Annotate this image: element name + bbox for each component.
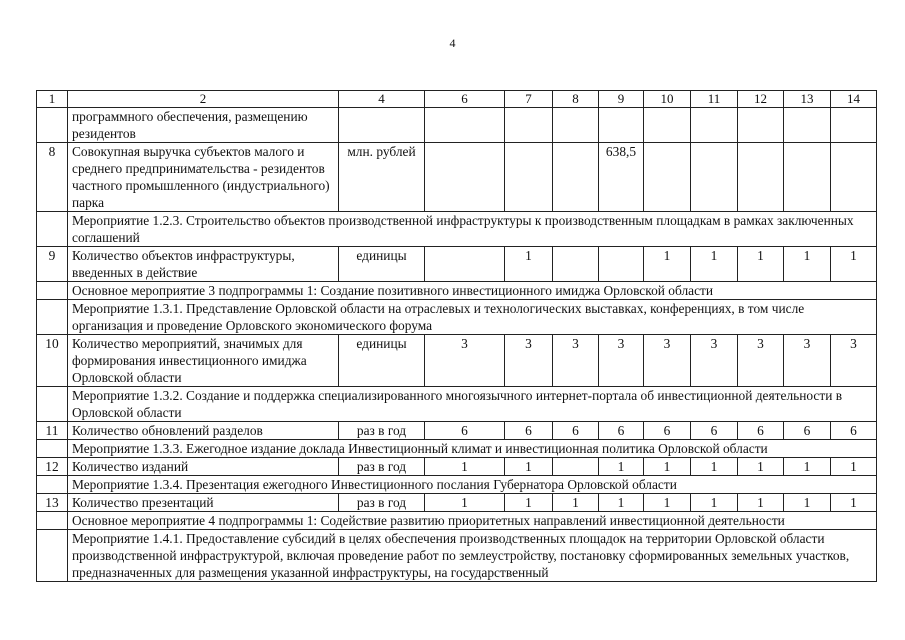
table-row — [37, 335, 877, 387]
value-cell: 3 — [784, 335, 831, 387]
table-row — [37, 494, 877, 512]
section-row — [37, 282, 877, 300]
activity-title: Мероприятие 1.3.4. Презентация ежегодного Инвестиционного послания Губернатора Орловской области — [68, 476, 877, 494]
value-cell: 3 — [738, 335, 784, 387]
section-row — [37, 512, 877, 530]
unit: единицы — [339, 247, 425, 282]
value-cell: 1 — [505, 247, 553, 282]
table-row — [37, 247, 877, 282]
row-number: 12 — [37, 458, 68, 476]
col-header: 7 — [505, 91, 553, 108]
col-header: 14 — [831, 91, 877, 108]
value-cell: 1 — [831, 458, 877, 476]
value-cell: 3 — [553, 335, 599, 387]
activity-title: Мероприятие 1.3.1. Представление Орловской области на отраслевых и технологических выставках, конференциях, в том числе организация и проведение Орловского экономического форума — [68, 300, 877, 335]
value-cell: 1 — [644, 458, 691, 476]
value-cell: 6 — [425, 422, 505, 440]
value-cell: 3 — [425, 335, 505, 387]
col-header: 9 — [599, 91, 644, 108]
value-cell: 1 — [784, 247, 831, 282]
unit: млн. рублей — [339, 143, 425, 212]
unit: раз в год — [339, 458, 425, 476]
row-number: 9 — [37, 247, 68, 282]
unit: раз в год — [339, 494, 425, 512]
table-row — [37, 108, 877, 143]
value-cell: 6 — [599, 422, 644, 440]
page-number: 4 — [449, 36, 456, 50]
value-cell: 6 — [691, 422, 738, 440]
activity-title: Мероприятие 1.3.2. Создание и поддержка специализированного многоязычного интернет-портала об инвестиционной деятельности в Орловской области — [68, 387, 877, 422]
section-row — [37, 530, 877, 582]
col-header: 13 — [784, 91, 831, 108]
indicator-name: Количество мероприятий, значимых для формирования инвестиционного имиджа Орловской области — [68, 335, 339, 387]
main-activity-title: Основное мероприятие 4 подпрограммы 1: Содействие развитию приоритетных направлений инвестиционной деятельности — [68, 512, 877, 530]
value-cell: 6 — [644, 422, 691, 440]
col-header: 12 — [738, 91, 784, 108]
value-cell: 1 — [831, 494, 877, 512]
row-number: 8 — [37, 143, 68, 212]
value-cell: 1 — [599, 458, 644, 476]
value-cell: 1 — [691, 247, 738, 282]
value-cell: 6 — [505, 422, 553, 440]
col-header: 1 — [37, 91, 68, 108]
row-number: 11 — [37, 422, 68, 440]
col-header: 8 — [553, 91, 599, 108]
activity-title: Мероприятие 1.2.3. Строительство объектов производственной инфраструктуры к производственным площадкам в рамках заключенных соглашений — [68, 212, 877, 247]
value-cell: 1 — [425, 494, 505, 512]
unit: единицы — [339, 335, 425, 387]
value-cell: 6 — [831, 422, 877, 440]
value-cell: 1 — [553, 494, 599, 512]
indicators-table — [36, 90, 877, 582]
section-row — [37, 440, 877, 458]
section-row — [37, 387, 877, 422]
value-cell: 3 — [644, 335, 691, 387]
indicator-name: Совокупная выручка субъектов малого и среднего предпринимательства - резидентов частного промышленного (индустриального) парка — [68, 143, 339, 212]
activity-title: Мероприятие 1.3.3. Ежегодное издание доклада Инвестиционный климат и инвестиционная политика Орловской области — [68, 440, 877, 458]
section-row — [37, 300, 877, 335]
col-header: 6 — [425, 91, 505, 108]
table-header-row — [37, 91, 877, 108]
value-cell: 3 — [599, 335, 644, 387]
unit: раз в год — [339, 422, 425, 440]
value-cell: 1 — [738, 458, 784, 476]
value-cell: 1 — [784, 458, 831, 476]
row-number: 13 — [37, 494, 68, 512]
indicator-name: Количество обновлений разделов — [68, 422, 339, 440]
indicator-name: Количество изданий — [68, 458, 339, 476]
value-cell: 638,5 — [599, 143, 644, 212]
value-cell: 6 — [553, 422, 599, 440]
value-cell: 1 — [644, 247, 691, 282]
table-row — [37, 458, 877, 476]
table-row — [37, 143, 877, 212]
col-header: 4 — [339, 91, 425, 108]
indicator-name: программного обеспечения, размещению резидентов — [68, 108, 339, 143]
row-number: 10 — [37, 335, 68, 387]
value-cell: 6 — [738, 422, 784, 440]
section-row — [37, 476, 877, 494]
value-cell: 1 — [425, 458, 505, 476]
value-cell: 1 — [784, 494, 831, 512]
value-cell: 1 — [691, 458, 738, 476]
value-cell: 1 — [738, 247, 784, 282]
value-cell: 1 — [505, 458, 553, 476]
col-header: 10 — [644, 91, 691, 108]
main-activity-title: Основное мероприятие 3 подпрограммы 1: Создание позитивного инвестиционного имиджа Орловской области — [68, 282, 877, 300]
table-row — [37, 422, 877, 440]
value-cell: 6 — [784, 422, 831, 440]
col-header: 2 — [68, 91, 339, 108]
value-cell: 1 — [691, 494, 738, 512]
value-cell: 3 — [691, 335, 738, 387]
value-cell: 1 — [505, 494, 553, 512]
col-header: 11 — [691, 91, 738, 108]
value-cell: 1 — [599, 494, 644, 512]
value-cell: 1 — [738, 494, 784, 512]
value-cell: 1 — [831, 247, 877, 282]
indicator-name: Количество презентаций — [68, 494, 339, 512]
value-cell: 3 — [505, 335, 553, 387]
value-cell: 3 — [831, 335, 877, 387]
indicator-name: Количество объектов инфраструктуры, введенных в действие — [68, 247, 339, 282]
activity-title: Мероприятие 1.4.1. Предоставление субсидий в целях обеспечения производственных площадок на территории Орловской области производственной инфраструктурой, включая проведение работ по землеустройству, постановку сформированных земельных участков, предназначенных для размещения указанной инфраструктуры, на государственный — [68, 530, 877, 582]
value-cell: 1 — [644, 494, 691, 512]
section-row — [37, 212, 877, 247]
